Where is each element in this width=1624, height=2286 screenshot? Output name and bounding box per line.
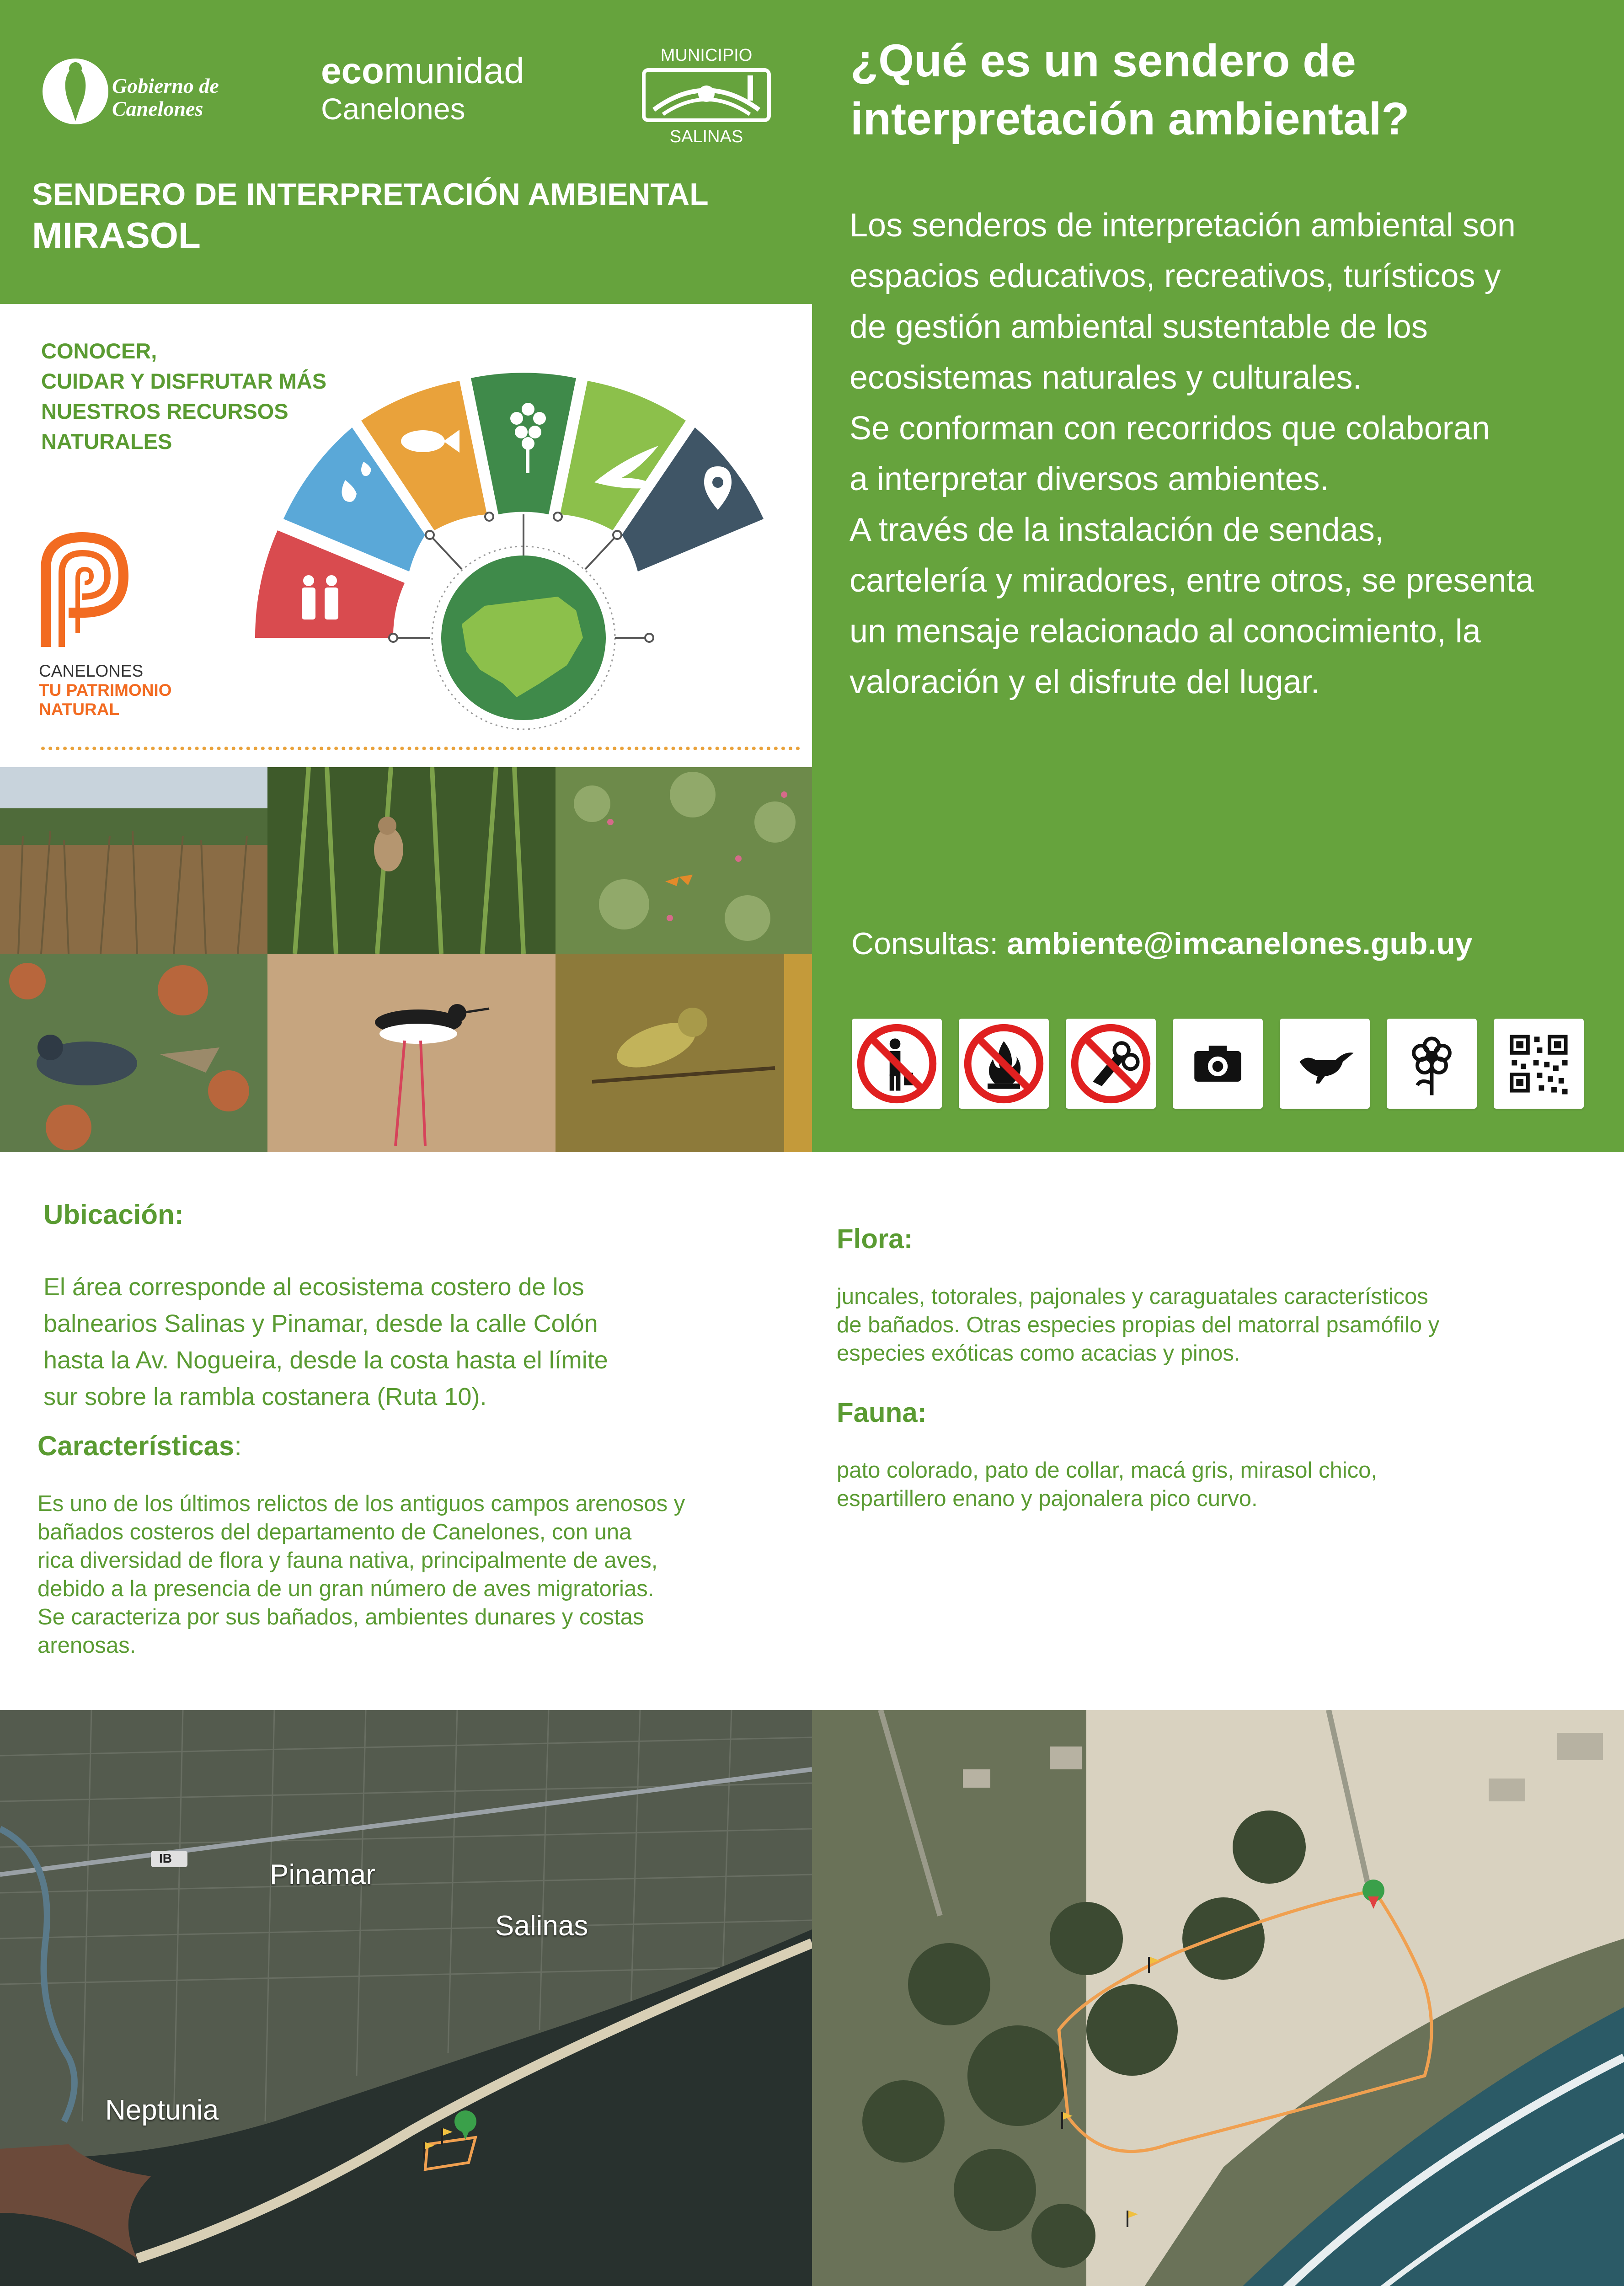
fauna-line: pato colorado, pato de collar, macá gris, mirasol chico, (837, 1458, 1378, 1483)
resources-fan-diagram (247, 368, 796, 748)
ubicacion-text (43, 1269, 608, 1415)
patrimonio-logo-icon (37, 528, 137, 652)
slogan-line: CONOCER, (41, 339, 157, 363)
patrimonio-line2: TU PATRIMONIO (39, 681, 172, 700)
segment-plants (471, 373, 576, 514)
intro-line: Los senderos de interpretación ambiental son (849, 207, 1516, 244)
flora-line: especies exóticas como acacias y pinos. (837, 1341, 1240, 1366)
caracteristicas-line: debido a la presencia de un gran número de aves migratorias. (37, 1576, 654, 1601)
caracteristicas-line: bañados costeros del departamento de Canelones, con una (37, 1520, 632, 1544)
patrimonio-line1: CANELONES (39, 662, 144, 680)
caracteristicas-line: rica diversidad de flora y fauna nativa, principalmente de aves, (37, 1548, 658, 1573)
caracteristicas-line: arenosas. (37, 1633, 136, 1658)
ubicacion-line: balnearios Salinas y Pinamar, desde la calle Colón (43, 1310, 598, 1337)
trail-title (32, 176, 709, 258)
municipio-top: MUNICIPIO (660, 46, 753, 65)
eco-bold: eco (321, 50, 384, 91)
intro-line: a interpretar diversos ambientes. (849, 461, 1329, 497)
caracteristicas-line: Se caracteriza por sus bañados, ambientes dunares y costas (37, 1605, 644, 1629)
intro-line: valoración y el disfrute del lugar. (849, 664, 1320, 700)
intro-title-line1: ¿Qué es un sendero de (850, 35, 1356, 86)
caracteristicas-title: Características (37, 1431, 235, 1461)
eco-rest: munidad (384, 50, 524, 91)
intro-line: un mensaje relacionado al conocimiento, la (849, 613, 1481, 650)
photo-flycatcher (556, 954, 812, 1152)
flower-icon (1387, 1019, 1477, 1109)
intro-line: A través de la instalación de sendas, (849, 512, 1384, 548)
contact-label: Consultas: (851, 926, 1007, 961)
slogan-line: CUIDAR Y DISFRUTAR MÁS (41, 369, 327, 393)
map-label-neptunia: Neptunia (105, 2094, 219, 2126)
patrimonio-line3: NATURAL (39, 700, 120, 719)
photo-marsh (0, 767, 267, 954)
no-cutting-plants-icon (1066, 1019, 1156, 1109)
patrimonio-text (39, 662, 172, 719)
intro-line: espacios educativos, recreativos, turísticos y (849, 258, 1501, 294)
no-littering-icon (852, 1019, 942, 1109)
infographic (0, 304, 812, 766)
flora-line: juncales, totorales, pajonales y caraguatales característicos (837, 1284, 1428, 1309)
intro-line: Se conforman con recorridos que colaboran (849, 410, 1490, 447)
slogan-line: NUESTROS RECURSOS (41, 399, 288, 423)
fauna-text (837, 1456, 1377, 1513)
slogan-line: NATURALES (41, 429, 172, 454)
gobierno-logo (39, 53, 245, 135)
contact (851, 926, 1473, 961)
caracteristicas-line: Es uno de los últimos relictos de los antiguos campos arenosos y (37, 1491, 685, 1516)
ubicacion-line: sur sobre la rambla costanera (Ruta 10). (43, 1383, 487, 1410)
intro-paragraph (849, 200, 1599, 708)
contact-email[interactable]: ambiente@imcanelones.gub.uy (1007, 926, 1473, 961)
photo-stilt (267, 954, 556, 1152)
flora-line: de bañados. Otras especies propias del matorral psamófilo y (837, 1313, 1440, 1337)
trail-title-line1: SENDERO DE INTERPRETACIÓN AMBIENTAL (32, 177, 709, 212)
fauna-heading: Fauna: (837, 1397, 927, 1428)
intro-title (850, 32, 1409, 148)
sun-waves-icon (640, 66, 773, 126)
intro-line: de gestión ambiental sustentable de los (849, 309, 1428, 345)
trail-title-line2: MIRASOL (32, 215, 201, 256)
ubicacion-line: El área corresponde al ecosistema costero de los (43, 1273, 584, 1301)
municipio-logo (640, 46, 773, 146)
camera-icon (1173, 1019, 1263, 1109)
caracteristicas-heading (37, 1430, 242, 1462)
flora-heading: Flora: (837, 1223, 913, 1254)
caracteristicas-text (37, 1490, 685, 1660)
ubicacion-heading: Ubicación: (43, 1199, 184, 1230)
detail-map (812, 1710, 1624, 2286)
eco-sub: Canelones (321, 92, 465, 126)
caracteristicas-colon: : (234, 1431, 242, 1461)
dotted-divider (41, 747, 800, 750)
fauna-line: espartillero enano y pajonalera pico curvo. (837, 1486, 1258, 1511)
flora-text (837, 1282, 1439, 1367)
intro-line: cartelería y miradores, entre otros, se presenta (849, 562, 1534, 599)
map-label-salinas: Salinas (495, 1910, 588, 1942)
ubicacion-line: hasta la Av. Nogueira, desde la costa hasta el límite (43, 1346, 608, 1374)
photo-gallinule (0, 954, 267, 1152)
gobierno-logo-text: Gobierno de Canelones (112, 74, 219, 120)
no-fire-icon (959, 1019, 1049, 1109)
municipio-bottom: SALINAS (669, 127, 743, 146)
qr-code-icon[interactable] (1494, 1019, 1584, 1109)
map-label-route: IB (159, 1851, 172, 1865)
intro-title-line2: interpretación ambiental? (850, 93, 1410, 144)
photo-butterfly (556, 767, 812, 954)
gobierno-emblem-icon (39, 53, 112, 130)
intro-line: ecosistemas naturales y culturales. (849, 359, 1362, 396)
ecomunidad-logo (321, 50, 524, 126)
map-label-pinamar: Pinamar (270, 1859, 375, 1891)
overview-map (0, 1710, 812, 2286)
photo-reed-bird (267, 767, 556, 954)
bird-icon (1280, 1019, 1370, 1109)
